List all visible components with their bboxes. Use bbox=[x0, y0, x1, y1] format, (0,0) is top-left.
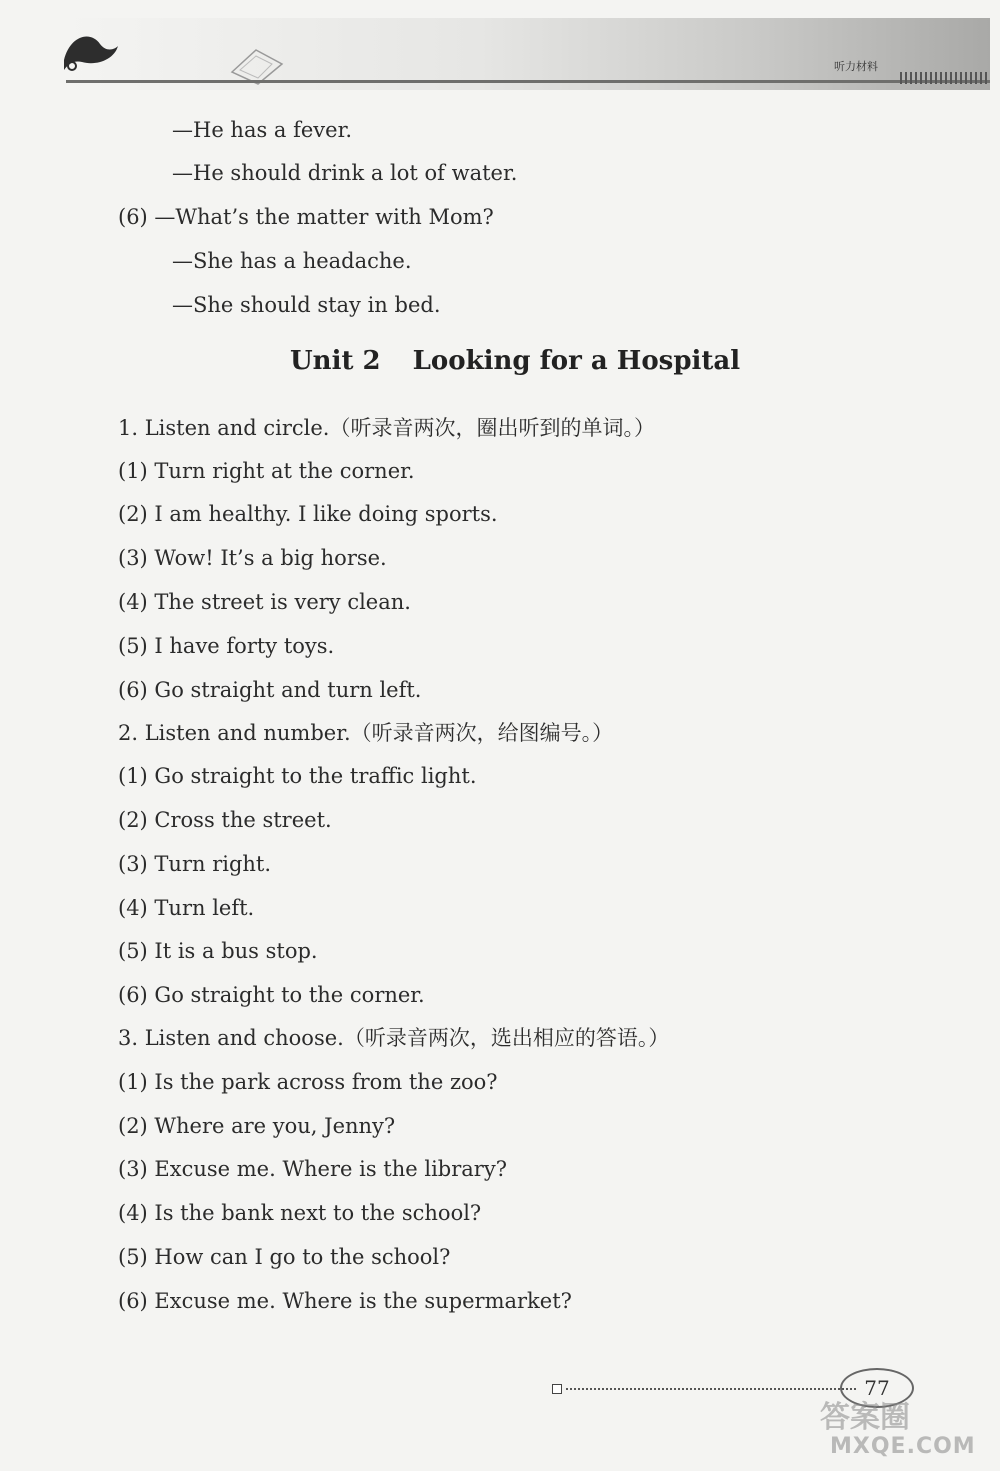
list-item: (2) I am healthy. I like doing sports. bbox=[118, 502, 498, 526]
list-item: (5) It is a bus stop. bbox=[118, 939, 318, 963]
watermark-logo: 答案圈 bbox=[820, 1400, 910, 1435]
list-item: (3) Wow! It’s a big horse. bbox=[118, 546, 387, 570]
list-item: (6) Excuse me. Where is the supermarket? bbox=[118, 1289, 572, 1313]
watermark-url: MXQE.COM bbox=[830, 1434, 976, 1459]
section-heading: 1. Listen and circle.（听录音两次，圈出听到的单词。） bbox=[118, 416, 655, 440]
list-item: (3) Excuse me. Where is the library? bbox=[118, 1157, 507, 1181]
unit-title bbox=[290, 346, 740, 376]
header-rule bbox=[66, 80, 990, 83]
list-item: (1) Go straight to the traffic light. bbox=[118, 764, 477, 788]
list-item: (5) How can I go to the school? bbox=[118, 1245, 451, 1269]
list-item: (4) Is the bank next to the school? bbox=[118, 1201, 482, 1225]
dialog-line: —She should stay in bed. bbox=[172, 293, 441, 317]
list-item: (6) Go straight and turn left. bbox=[118, 678, 422, 702]
dialog-line: —He has a fever. bbox=[172, 118, 353, 142]
unit-number: Unit 2 bbox=[290, 346, 381, 376]
list-item: (6) Go straight to the corner. bbox=[118, 983, 425, 1007]
list-item: (5) I have forty toys. bbox=[118, 634, 335, 658]
dialog-line: —She has a headache. bbox=[172, 249, 412, 273]
unit-name: Looking for a Hospital bbox=[412, 346, 741, 376]
wave-logo-icon bbox=[60, 26, 120, 76]
list-item: (2) Where are you, Jenny? bbox=[118, 1114, 396, 1138]
footer-dotted-rule bbox=[566, 1388, 856, 1390]
header-ticks bbox=[900, 72, 990, 84]
list-item: (2) Cross the street. bbox=[118, 808, 332, 832]
section-heading: 3. Listen and choose.（听录音两次，选出相应的答语。） bbox=[118, 1026, 670, 1050]
list-item: (4) The street is very clean. bbox=[118, 590, 411, 614]
list-item: (3) Turn right. bbox=[118, 852, 272, 876]
dialog-line: (6) —What’s the matter with Mom? bbox=[118, 205, 494, 229]
footer-square-icon bbox=[552, 1384, 562, 1394]
list-item: (1) Is the park across from the zoo? bbox=[118, 1070, 498, 1094]
list-item: (1) Turn right at the corner. bbox=[118, 459, 415, 483]
section-heading: 2. Listen and number.（听录音两次，给图编号。） bbox=[118, 721, 614, 745]
dialog-line: —He should drink a lot of water. bbox=[172, 161, 518, 185]
list-item: (4) Turn left. bbox=[118, 896, 255, 920]
header-label: 听力材料 bbox=[834, 60, 878, 73]
page-number: 77 bbox=[840, 1368, 914, 1408]
